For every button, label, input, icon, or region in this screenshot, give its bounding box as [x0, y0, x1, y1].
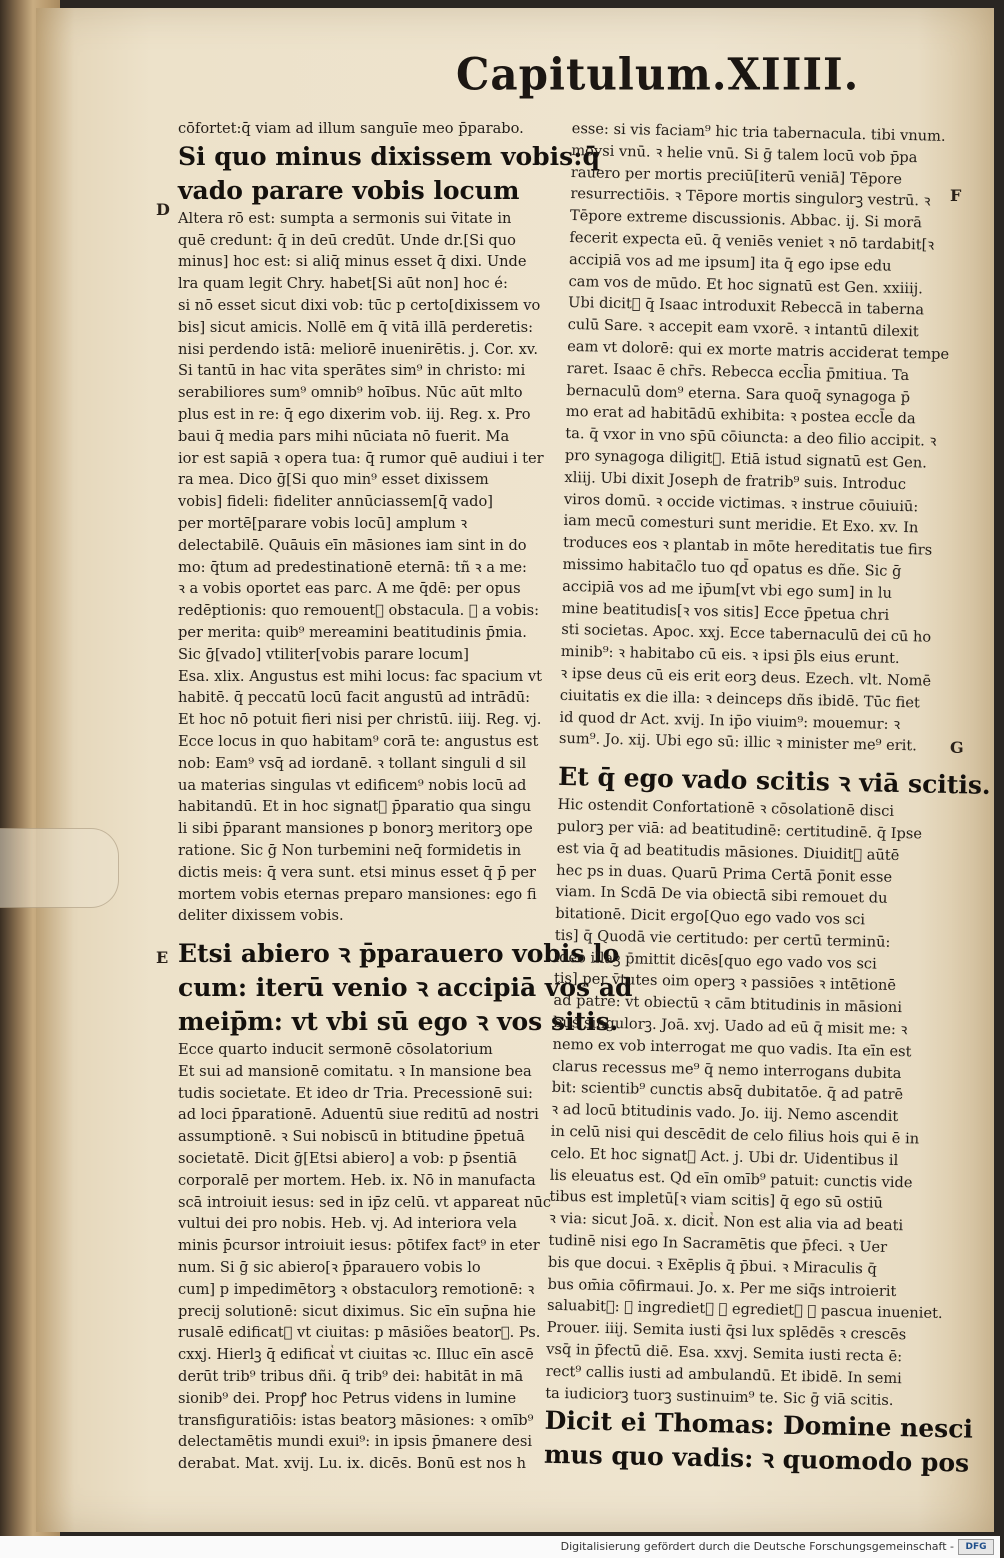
- right-block-b: [545, 794, 943, 1412]
- text-line: minis p̄cursor introiuit iesus: pōtifex fact⁹ in eter: [178, 1237, 540, 1255]
- text-line: per merita: quib⁹ mereamini beatitudinis p̄mia.: [178, 623, 527, 641]
- text-line: assumptionē. ꝛ Sui nobiscū in btitudine p̄petuā: [178, 1128, 525, 1146]
- text-line: tudis societate. Et ideo dr Tria. Precessionē sui:: [178, 1084, 533, 1102]
- text-line: deliter dixissem vobis.: [178, 907, 344, 925]
- text-line: moysi vnū. ꝛ helie vnū. Si ḡ talem locū vob p̄pa: [571, 141, 918, 167]
- footer-credit: Digitalisierung gefördert durch die Deutsche Forschungsgemeinschaft -: [560, 1540, 954, 1553]
- dfg-logo: DFG: [958, 1539, 994, 1555]
- text-line: resurrectiōis. ꝛ Tēpore mortis singulorꝫ vestrū. ꝛ: [570, 185, 931, 210]
- text-line: rusalē edificatᷣ vt ciuitas: p māsiões beatorꝫ. Ps.: [178, 1324, 541, 1342]
- left-heading-a: [178, 140, 600, 208]
- text-line: Ecce quarto inducit sermonē cōsolatorium: [178, 1041, 493, 1059]
- text-line: delectamētis mundi exui⁹: in ipsis p̄manere desi: [178, 1433, 533, 1451]
- text-line: ideo illaꝫ p̄mittit dicēs[quo ego vado vos sci: [554, 948, 877, 973]
- rubric-line: cum: iterū venio ꝛ accipiā vos ad: [178, 973, 633, 1003]
- text-line: Ubi dicitᷣ q̄ Isaac introduxit Rebeccā in taberna: [567, 294, 925, 319]
- text-line: redēptionis: quo remouentᷣ obstacula. ꝛ a vobis:: [178, 602, 540, 620]
- text-line: sum⁹. Jo. xij. Ubi ego sū: illic ꝛ minister me⁹ erit.: [558, 730, 918, 755]
- text-line: habitē. q̄ peccatū locū facit angustū ad intrādū:: [178, 689, 531, 707]
- right-heading-b: [543, 1404, 974, 1480]
- text-line: bus singulorꝫ. Joā. xvj. Uado ad eū q̄ misit me: ꝛ: [552, 1013, 908, 1039]
- text-line: culū Sare. ꝛ accepit eam vxorē. ꝛ intantū dilexit: [567, 316, 919, 341]
- text-line: bit: scientib⁹ cunctis absq̄ dubitatōe. q̄ ad patrē: [551, 1079, 904, 1104]
- text-line: ꝛ via: sicut Joā. x. dicitᷣ. Non est alia via ad beati: [548, 1210, 904, 1235]
- text-line: precij solutionē: sicut diximus. Sic eīn sup̄na hie: [178, 1302, 536, 1320]
- text-line: ꝛ ad locū btitudinis vado. Jo. iij. Nemo ascendit: [551, 1101, 899, 1126]
- text-line: transfiguratiōis: istas beatorꝫ māsiones: ꝛ omīb⁹: [178, 1411, 534, 1429]
- text-line: est via q̄ ad beatitudis māsiones. Diuiditᷣ aūtē: [556, 839, 900, 864]
- text-line: sionib⁹ dei. Propꝭ hoc Petrus videns in lumine: [178, 1389, 517, 1407]
- text-line: ꝛ a vobis oportet eas parc. A me q̄dē: per opus: [178, 580, 521, 598]
- margin-letter-f: F: [950, 186, 962, 205]
- text-line: ta iudiciorꝫ tuorꝫ sustinuim⁹ te. Sic ḡ viā scitis.: [545, 1384, 894, 1409]
- text-line: si nō esset sicut dixi vob: tūc p certo[dixissem vo: [178, 296, 541, 314]
- text-line: dictis meis: q̄ vera sunt. etsi minus esset q̄ p̄ per: [178, 863, 537, 881]
- text-line: num. Si ḡ sic abiero[ꝛ p̄parauero vobis lo: [178, 1259, 481, 1277]
- text-line: clarus recessus me⁹ q̄ nemo interrogans dubita: [551, 1057, 902, 1082]
- text-line: cxxj. Hierlꝫ q̄ edificatᷣ vt ciuitas ꝛc. Illuc eīn ascē: [178, 1346, 534, 1364]
- text-line: viam. In Scdā De via obiectā sibi remouet du: [555, 883, 888, 908]
- text-line: troduces eos ꝛ plantab in mōte hereditatis tue firs: [562, 534, 933, 559]
- text-line: Si tantū in hac vita sperātes sim⁹ in christo: mi: [178, 362, 526, 380]
- text-line: vobis] fideli: fideliter annūciassem[q̄ vado]: [178, 493, 493, 511]
- text-line: tudinē nisi ego In Sacramētis que p̄feci. ꝛ Uer: [548, 1231, 888, 1256]
- chapter-heading: Capitulum.XIIII.: [456, 48, 860, 101]
- text-line: ta. q̄ vxor in vno sp̄ū cōiuncta: a deo filio accipit. ꝛ: [565, 425, 937, 450]
- text-line: ciuitatis ex die illa: ꝛ deinceps dñs ibidē. Tūc fiet: [559, 686, 921, 712]
- text-line: rect⁹ callis iusti ad ambulandū. Et ibidē. In semi: [545, 1362, 903, 1388]
- left-block-b: [178, 208, 550, 927]
- text-line: serabiliores sum⁹ omnib⁹ hoībus. Nūc aūt mlto: [178, 384, 523, 402]
- right-text-column: [543, 118, 991, 1480]
- text-line: missimo habitac̄lo tuo qd̄ opatus es dñe. Sic ḡ: [562, 555, 902, 580]
- text-line: accipiā vos ad me ipsum] ita q̄ ego ipse edu: [568, 250, 892, 275]
- text-line: bitationē. Dicit ergo[Quo ego vado vos sci: [555, 904, 866, 929]
- left-text-column: [178, 118, 633, 1475]
- text-line: fecerit expecta eū. q̄ veniēs veniet ꝛ nō tardabit[ꝛ: [569, 228, 935, 254]
- left-block-c: [178, 1039, 550, 1475]
- text-line: ad loci p̄parationē. Aduentū siue reditū ad nostri: [178, 1106, 539, 1124]
- text-line: minib⁹: ꝛ habitabo cū eis. ꝛ ipsi p̄ls eius erunt.: [560, 643, 900, 668]
- text-line: lra quam legit Chry. habet[Si aūt non] hoc é:: [178, 275, 508, 293]
- text-line: scā introiuit iesus: sed in ip̄z celū. vt appareat nūc: [178, 1193, 552, 1211]
- text-line: ra mea. Dico ḡ[Si quo min⁹ esset dixissem: [178, 471, 489, 489]
- text-line: raret. Isaac ē chr̄s. Rebecca eccl̄ia p̄mitiua. Ta: [566, 359, 910, 384]
- text-line: sti societas. Apoc. xxj. Ecce tabernaculū dei cū ho: [561, 621, 932, 646]
- text-line: corporalē per mortem. Heb. ix. Nō in manufacta: [178, 1171, 536, 1189]
- text-line: bus om̄ia cōfirmaui. Jo. x. Per me siq̄s introierit: [547, 1275, 897, 1300]
- text-line: accipiā vos ad me ip̄um[vt vbi ego sum] in lu: [562, 577, 893, 602]
- text-line: plus est in re: q̄ ego dixerim vob. iij. Reg. x. Pro: [178, 405, 531, 423]
- margin-letter-g: G: [950, 738, 964, 757]
- text-line: nemo ex vob interrogat me quo vadis. Ita eīn est: [552, 1035, 912, 1061]
- text-line: Altera rō est: sumpta a sermonis sui v̄itate in: [178, 209, 512, 227]
- text-line: hec ps in duas. Quarū Prima Certā p̄onit esse: [556, 861, 893, 886]
- text-line: nob: Eam⁹ vsq̄ ad iordanē. ꝛ tollant singuli d sil: [178, 754, 527, 772]
- text-line: tibus est impletū[ꝛ viam scitis] q̄ ego sū ostiū: [549, 1188, 884, 1213]
- text-line: xliij. Ubi dixit Joseph de fratrib⁹ suis. Introduc: [564, 468, 907, 493]
- text-line: rauero per mortis preciū[iterū veniā] Tēpore: [570, 163, 903, 188]
- rubric-line: Et q̄ ego vado scitis ꝛ viā scitis.: [557, 761, 991, 801]
- text-line: ꝛ ipse deus cū eis erit eorꝫ deus. Ezech. vlt. Nomē: [560, 664, 932, 690]
- rubric-line: meip̄m: vt vbi sū ego ꝛ vos sitis.: [178, 1007, 619, 1037]
- text-line: id quod dr Act. xvij. In ip̄o viuim⁹: mouemur: ꝛ: [559, 708, 901, 733]
- text-line: tis] per v̄tutes oim operꝫ ꝛ passiōes ꝛ intētionē: [553, 970, 897, 995]
- text-line: tis] q̄ Quodā vie certitudo: per certū terminū:: [554, 926, 891, 951]
- text-line: eam vt dolorē: qui ex morte matris acciderat tempe: [567, 337, 950, 363]
- text-line: Esa. xlix. Angustus est mihi locus: fac spacium vt: [178, 667, 542, 685]
- right-block-a: [559, 118, 950, 758]
- text-line: esse: si vis faciam⁹ hic tria tabernacula. tibi vnum.: [571, 119, 946, 145]
- page-marker-tab: [0, 828, 119, 908]
- text-line: Ecce locus in quo habitam⁹ corā te: angustus est: [178, 732, 539, 750]
- text-line: nisi perdendo istā: meliorē inuenirētis. j. Cor. xv.: [178, 340, 538, 358]
- text-line: cum] p impedimētorꝫ ꝛ obstaculorꝫ remotionē: ꝛ: [178, 1280, 535, 1298]
- text-line: bernaculū dom⁹ eterna. Sara quoq̄ synagoga p̄: [566, 381, 911, 406]
- text-line: ad patrē: vt obiectū ꝛ cām btitudinis in māsioni: [553, 992, 903, 1017]
- text-line: mo: q̄tum ad predestinationē eternā: tñ ꝛ a me:: [178, 558, 527, 576]
- text-line: derabat. Mat. xvij. Lu. ix. dicēs. Bonū est nos h: [178, 1455, 526, 1473]
- text-line: Hic ostendit Confortationē ꝛ cōsolationē disci: [557, 795, 895, 821]
- text-line: bis que docui. ꝛ Exēplis q̄ p̄bui. ꝛ Miraculis q̄: [547, 1253, 878, 1278]
- text-line: derūt trib⁹ tribus dñi. q̄ trib⁹ dei: habitāt in mā: [178, 1368, 524, 1386]
- text-line: quē credunt: q̄ in deū credūt. Unde dr.[Si quo: [178, 231, 516, 249]
- text-line: in celū nisi qui descēdit de celo filius hois qui ē in: [550, 1122, 920, 1148]
- left-block-a: [178, 118, 550, 140]
- rubric-line: Si quo minus dixissem vobis:q̄: [178, 141, 600, 171]
- margin-letter-e: E: [156, 948, 169, 967]
- rubric-line: Etsi abiero ꝛ p̄parauero vobis lo: [178, 939, 620, 969]
- text-line: cam vos de mūdo. Et hoc signatū est Gen. xxiiij.: [568, 272, 924, 297]
- text-line: baui q̄ media pars mihi nūciata nō fuerit. Ma: [178, 427, 510, 445]
- rubric-line: Dicit ei Thomas: Domine nesci: [544, 1406, 974, 1445]
- text-line: cōfortet:q̄ viam ad illum sanguīe meo p̄parabo.: [178, 120, 524, 137]
- text-line: per mortē[parare vobis locū] amplum ꝛ: [178, 514, 468, 532]
- rubric-line: vado parare vobis locum: [178, 175, 520, 205]
- text-line: Et hoc nō potuit fieri nisi per christū. iiij. Reg. vj.: [178, 711, 542, 729]
- text-line: viros domū. ꝛ occide victimas. ꝛ instrue cōuiuiū:: [563, 490, 919, 515]
- rubric-line: mus quo vadis: ꝛ quomodo pos: [543, 1440, 970, 1479]
- text-line: celo. Et hoc signatᷣ Act. j. Ubi dr. Uidentibus il: [550, 1144, 899, 1169]
- text-line: habitandū. Et in hoc signatᷣ p̄paratio qua singu: [178, 798, 532, 816]
- text-line: minus] hoc est: si aliq̄ minus esset q̄ dixi. Unde: [178, 253, 527, 271]
- text-line: li sibi p̄parant mansiones p bonorꝫ meritorꝫ ope: [178, 820, 533, 838]
- text-line: pro synagoga diligitᷣ. Etiā istud signatū est Gen.: [564, 446, 928, 472]
- text-line: bis] sicut amicis. Nollē em q̄ vitā illā perderetis:: [178, 318, 534, 336]
- text-line: ratione. Sic ḡ Non turbemini neq̄ formidetis in: [178, 841, 522, 859]
- text-line: lis eleuatus est. Qd eīn omīb⁹ patuit: cunctis vide: [549, 1166, 913, 1192]
- text-line: mine beatitudis[ꝛ vos sitis] Ecce p̄petua chri: [561, 599, 890, 624]
- text-line: mo erat ad habitādū exhibita: ꝛ postea eccl̄e da: [565, 403, 916, 428]
- text-line: pulorꝫ per viā: ad beatitudinē: certitudinē. q̄ Ipse: [556, 817, 923, 843]
- margin-letter-d: D: [156, 200, 170, 219]
- left-heading-b: [178, 937, 633, 1039]
- text-line: saluabitᷣ: ꝛ ingredietᷣ ꝛ egredietᷣ ꝛ pascua inueniet.: [546, 1297, 943, 1323]
- text-line: iam mecū comesturi sunt meridie. Et Exo. xv. In: [563, 512, 919, 537]
- text-line: delectabilē. Quāuis eīn māsiones iam sint in do: [178, 536, 527, 554]
- text-line: ior est sapiā ꝛ opera tua: q̄ rumor quē audiui i ter: [178, 449, 544, 467]
- text-line: Sic ḡ[vado] vtiliter[vobis parare locum]: [178, 645, 469, 663]
- text-line: Prouer. iiij. Semita iusti q̄si lux splēdēs ꝛ crescēs: [546, 1318, 907, 1344]
- text-line: vsq̄ in p̄fectū diē. Esa. xxvj. Semita iusti recta ē:: [546, 1340, 903, 1366]
- text-line: mortem vobis eternas preparo mansiones: ego fi: [178, 885, 537, 903]
- text-line: ua materias singulas vt edificem⁹ nobis locū ad: [178, 776, 527, 794]
- text-line: Et sui ad mansionē comitatu. ꝛ In mansione bea: [178, 1062, 532, 1080]
- text-line: vultui dei pro nobis. Heb. vj. Ad interiora vela: [178, 1215, 517, 1233]
- digitization-footer: [0, 1536, 1000, 1558]
- text-line: societatē. Dicit ḡ[Etsi abiero] a vob: p p̄sentiā: [178, 1150, 517, 1168]
- text-line: Tēpore extreme discussionis. Abbac. ij. Si morā: [569, 207, 923, 232]
